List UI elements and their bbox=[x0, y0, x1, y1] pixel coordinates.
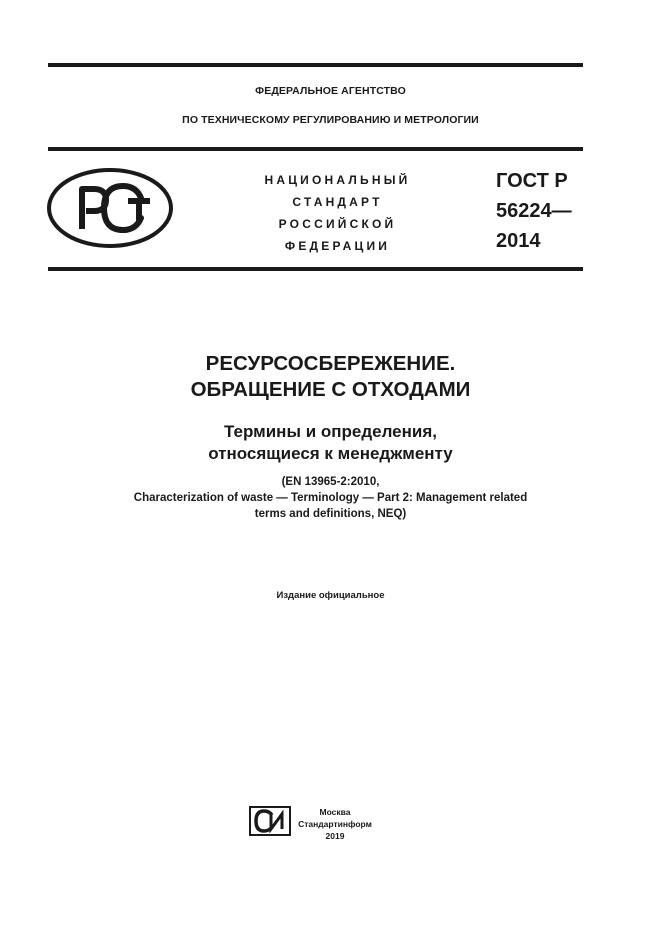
reference-line-3: terms and definitions, NEQ) bbox=[254, 508, 407, 520]
standartinform-logo-icon bbox=[249, 806, 291, 836]
title-line-2: ОБРАЩЕНИЕ С ОТХОДАМИ bbox=[190, 378, 471, 401]
agency-line-1: ФЕДЕРАЛЬНОЕ АГЕНТСТВО bbox=[255, 85, 406, 97]
header-rule bbox=[48, 147, 583, 151]
document-title bbox=[0, 351, 661, 403]
national-line-1: НАЦИОНАЛЬНЫЙ bbox=[264, 173, 411, 187]
gost-number bbox=[496, 166, 572, 256]
gost-line-3: 2014 bbox=[496, 230, 541, 252]
middle-rule bbox=[48, 267, 583, 271]
gost-line-1: ГОСТ Р bbox=[496, 170, 568, 192]
national-line-4: ФЕДЕРАЦИИ bbox=[284, 239, 391, 253]
reference-line-1: (EN 13965-2:2010, bbox=[281, 476, 380, 488]
agency-line-2: ПО ТЕХНИЧЕСКОМУ РЕГУЛИРОВАНИЮ И МЕТРОЛОГИИ bbox=[182, 114, 479, 126]
publisher-year: 2019 bbox=[325, 831, 345, 841]
top-rule bbox=[48, 63, 583, 67]
publisher-name: Стандартинформ bbox=[298, 819, 372, 829]
publisher-city: Москва bbox=[319, 807, 351, 817]
reference-line-2: Characterization of waste — Terminology — Part 2: Management related bbox=[133, 492, 528, 504]
subtitle-line-1: Термины и определения, bbox=[224, 422, 437, 441]
national-line-3: РОССИЙСКОЙ bbox=[278, 217, 397, 231]
title-line-1: РЕСУРСОСБЕРЕЖЕНИЕ. bbox=[205, 352, 456, 375]
document-subtitle bbox=[0, 421, 661, 465]
publisher-imprint bbox=[295, 806, 375, 842]
rst-logo-icon bbox=[46, 167, 174, 249]
national-standard-caption bbox=[235, 169, 440, 257]
gost-line-2: 56224— bbox=[496, 200, 572, 222]
subtitle-line-2: относящиеся к менеджменту bbox=[208, 444, 453, 463]
en-reference bbox=[0, 474, 661, 522]
official-edition: Издание официальное bbox=[276, 590, 385, 601]
national-line-2: СТАНДАРТ bbox=[292, 195, 383, 209]
